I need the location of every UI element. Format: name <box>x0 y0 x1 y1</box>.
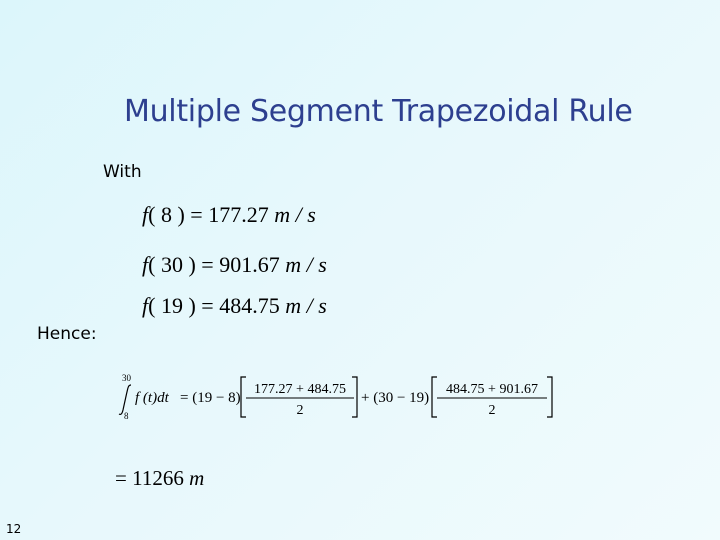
function-argument: 19 <box>160 293 183 318</box>
integrand: f (t)dt <box>135 390 169 406</box>
result-unit: m <box>189 466 205 490</box>
given-value-3: f( 19 ) = 484.75 m / s <box>142 293 327 318</box>
given-value-1: f( 8 ) = 177.27 m / s <box>142 202 316 227</box>
unit: m / s <box>285 252 327 277</box>
with-label: With <box>103 162 142 182</box>
left-bracket <box>432 377 437 417</box>
integral-sign <box>119 385 131 414</box>
result-value: = 11266 <box>115 466 184 490</box>
left-bracket <box>241 377 246 417</box>
integral-equation <box>110 368 570 428</box>
upper-limit: 30 <box>122 373 131 383</box>
function-value: 177.27 <box>208 202 269 227</box>
unit: m / s <box>274 202 316 227</box>
given-value-2: f( 30 ) = 901.67 m / s <box>142 252 327 277</box>
function-argument: 30 <box>160 252 183 277</box>
function-symbol: f <box>142 252 149 277</box>
function-symbol: f <box>142 293 149 318</box>
function-value: 901.67 <box>219 252 280 277</box>
function-argument: 8 <box>160 202 172 227</box>
plus-factor: + (30 − 19) <box>361 390 430 406</box>
right-bracket <box>547 377 552 417</box>
function-symbol: f <box>142 202 149 227</box>
lower-limit: 8 <box>124 411 129 421</box>
function-value: 484.75 <box>219 293 280 318</box>
unit: m / s <box>285 293 327 318</box>
page-number: 12 <box>6 522 22 536</box>
hence-label: Hence: <box>37 324 97 344</box>
term2-numerator: 484.75 + 901.67 <box>446 382 538 397</box>
term1-factor: = (19 − 8) <box>180 390 241 406</box>
term1-numerator: 177.27 + 484.75 <box>254 382 346 397</box>
term2-denominator: 2 <box>488 403 496 418</box>
slide-title: Multiple Segment Trapezoidal Rule <box>124 94 633 129</box>
term1-denominator: 2 <box>296 403 304 418</box>
result <box>115 466 204 491</box>
right-bracket <box>352 377 357 417</box>
